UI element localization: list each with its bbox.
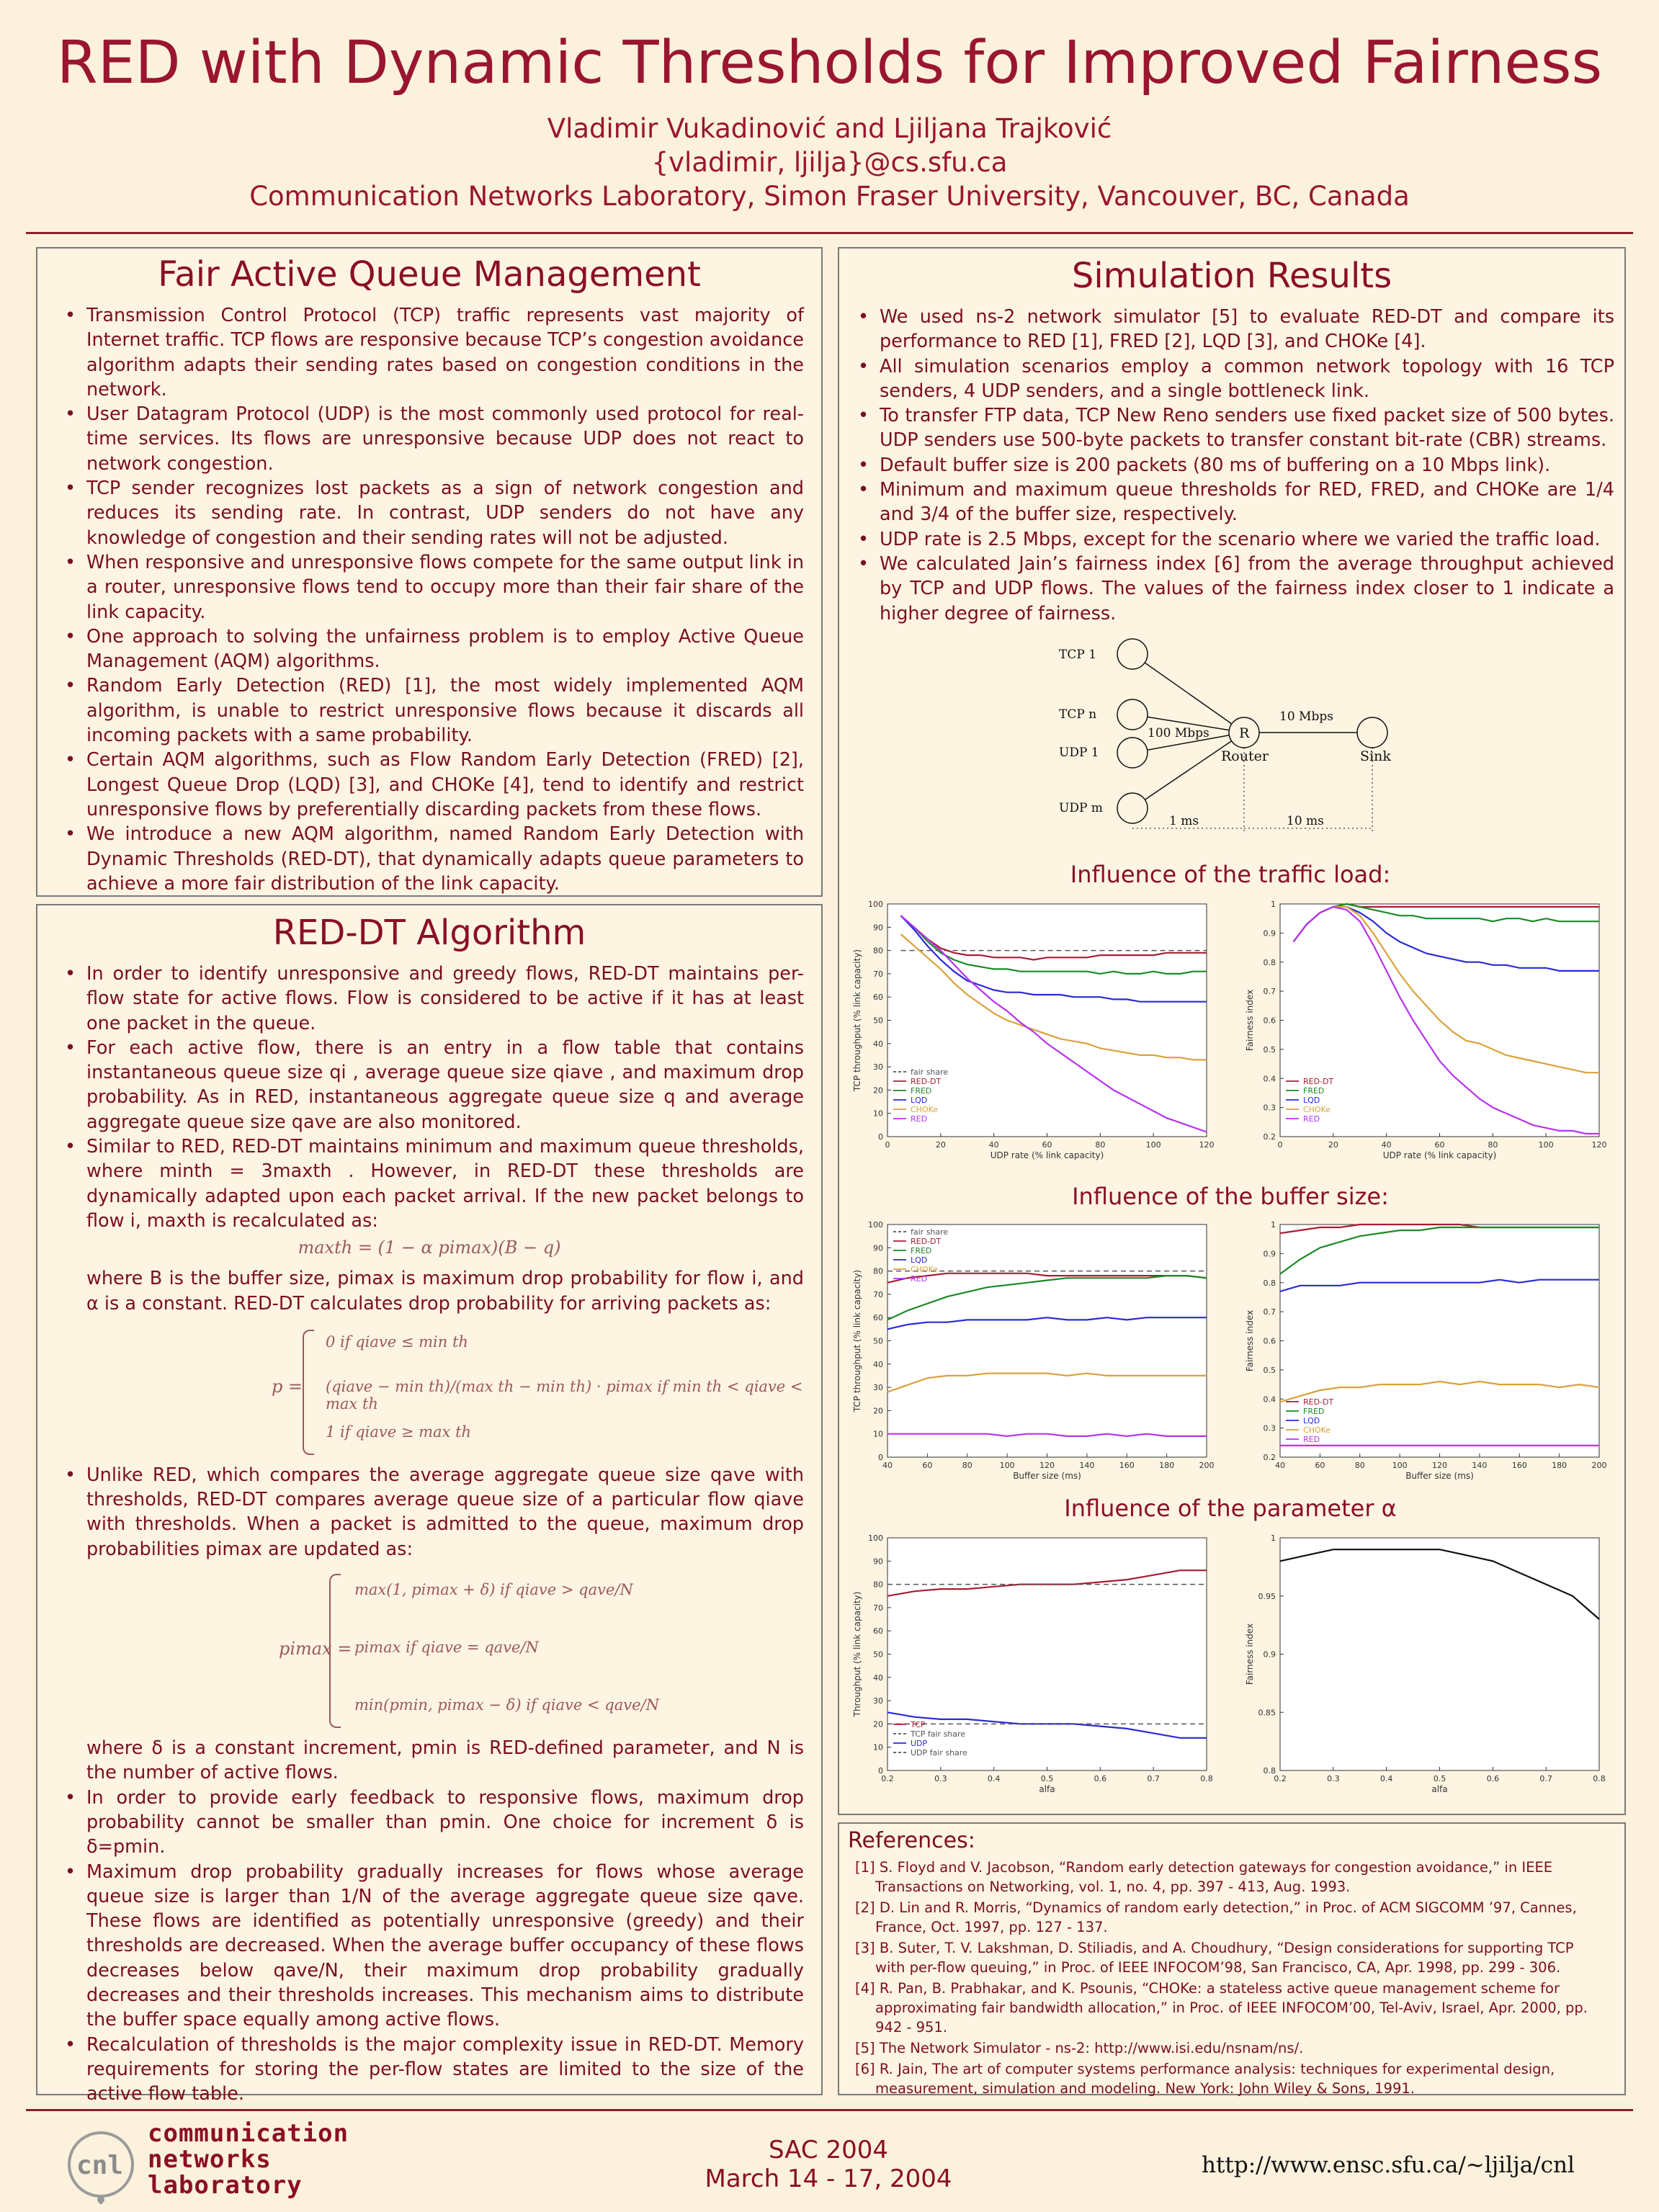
- reference-item: [4] R. Pan, B. Prabhakar, and K. Psounis, “CHOKe: a stateless active queue management scheme for approximating fair bandwidth allocation,” in Proc. of IEEE INFOCOM’00, Tel-Aviv, Israel, Apr. 2000, pp. 942 - 951.: [855, 1980, 1588, 2036]
- plot-area: [887, 1224, 1207, 1457]
- label-router-letter: R: [1239, 725, 1250, 741]
- reference-item: [5] The Network Simulator - ns-2: http://www.isi.edu/nsnam/ns/.: [855, 2040, 1304, 2056]
- y-tick-label: 50: [873, 1336, 883, 1346]
- y-tick-label: 20: [873, 1406, 883, 1416]
- red-dt-list-2: [59, 1463, 804, 1562]
- list-item: • To transfer FTP data, TCP New Reno senders use fixed packet size of 500 bytes. UDP senders use 500-byte packets to transfer constant bit-rate (CBR) streams.: [852, 403, 1614, 453]
- x-tick-label: 80: [1488, 1140, 1498, 1150]
- y-tick-label: 40: [873, 1039, 883, 1049]
- legend-label: LQD: [1303, 1416, 1320, 1425]
- y-tick-label: 0: [878, 1766, 883, 1776]
- logo-line: laboratory: [148, 2171, 303, 2200]
- label-delay-bottleneck: 10 ms: [1287, 814, 1324, 828]
- list-item: • We used ns-2 network simulator [5] to evaluate RED-DT and compare its performance to RED [1], FRED [2], LQD [3], and CHOKe [4].: [852, 305, 1614, 354]
- y-tick-label: 10: [873, 1109, 883, 1119]
- y-tick-label: 0.2: [1263, 1453, 1276, 1462]
- y-tick-label: 80: [873, 946, 883, 956]
- list-item: • For each active flow, there is an entry in a flow table that contains instantaneous queue size qi , average queue size qiave , and maximum drop probability. As in RED, instantaneous aggregate queue size q and average aggregate queue size qave are also monitored.: [59, 1036, 804, 1134]
- x-tick-label: 100: [999, 1461, 1015, 1470]
- x-tick-label: 20: [935, 1140, 946, 1150]
- x-tick-label: 0.7: [1147, 1774, 1160, 1783]
- equation-lhs: pimax =: [279, 1639, 352, 1660]
- legend-label: LQD: [911, 1255, 928, 1265]
- simulation-list: [852, 305, 1614, 626]
- y-tick-label: 100: [868, 1220, 883, 1230]
- y-tick-label: 40: [873, 1359, 883, 1369]
- x-tick-label: 60: [1434, 1140, 1445, 1150]
- heading-parameter-alpha: Influence of the parameter α: [1064, 1495, 1397, 1522]
- chart-buffer-fairness: [1235, 1214, 1610, 1487]
- y-axis-label: Fairness index: [1245, 989, 1255, 1052]
- y-tick-label: 0.6: [1263, 1336, 1276, 1346]
- x-tick-label: 60: [922, 1461, 933, 1470]
- y-tick-label: 60: [873, 1313, 883, 1323]
- x-tick-label: 100: [1392, 1461, 1408, 1470]
- list-item: • Transmission Control Protocol (TCP) traffic represents vast majority of Internet traffic. TCP flows are responsive because TCP’s congestion avoidance algorithm adapts their sending rates based on congestion conditions in the network.: [59, 303, 804, 402]
- x-tick-label: 60: [1315, 1461, 1325, 1470]
- y-tick-label: 60: [873, 1626, 883, 1636]
- list-item: • We calculated Jain’s fairness index [6] from the average throughput achieved by TCP and UDP flows. The values of the fairness index closer to 1 indicate a higher degree of fairness.: [852, 552, 1614, 626]
- red-dt-list-3: [59, 1786, 804, 2107]
- logo-line: networks: [148, 2145, 272, 2174]
- legend-label: CHOKe: [911, 1265, 939, 1274]
- label-router: Router: [1221, 748, 1269, 764]
- conference-name: SAC 2004: [769, 2136, 888, 2164]
- heading-traffic-load: Influence of the traffic load:: [1070, 861, 1391, 888]
- header-divider: [26, 232, 1633, 234]
- reference-item: [3] B. Suter, T. V. Lakshman, D. Stiliadis, and A. Choudhury, “Design considerations for supporting TCP with per-flow queuing,” in Proc. of IEEE INFOCOM’98, San Francisco, CA, Apr. 1998, pp. 299 - 306.: [855, 1940, 1574, 1976]
- x-tick-label: 120: [1432, 1461, 1447, 1470]
- x-tick-label: 200: [1199, 1461, 1215, 1470]
- plot-area: [1280, 1224, 1599, 1457]
- paragraph-delta: where δ is a constant increment, pmin is RED-defined parameter, and N is the number of active flows.: [86, 1737, 804, 1784]
- x-tick-label: 0.3: [1327, 1774, 1340, 1783]
- list-item: • TCP sender recognizes lost packets as a sign of network congestion and reduces its sending rate. In contrast, UDP senders do not have any knowledge of congestion and their sending rates will not be adjusted.: [59, 476, 804, 550]
- x-tick-label: 20: [1328, 1140, 1338, 1150]
- label-tcp1: TCP 1: [1059, 648, 1097, 662]
- equation-brace: [303, 1330, 314, 1455]
- legend-label: fair share: [911, 1227, 949, 1237]
- paragraph-buffer-size: where B is the buffer size, pimax is maximum drop probability for flow i, and α is a constant. RED-DT calculates drop probability for arriving packets as:: [86, 1268, 804, 1315]
- x-tick-label: 40: [1381, 1140, 1392, 1150]
- conference-dates: March 14 - 17, 2004: [705, 2164, 952, 2193]
- y-tick-label: 0: [878, 1132, 883, 1142]
- x-tick-label: 0.8: [1200, 1774, 1213, 1783]
- y-tick-label: 1: [1271, 900, 1276, 909]
- list-item: • Recalculation of thresholds is the major complexity issue in RED-DT. Memory requirements for storing the per-flow states are limited to the size of the active flow table.: [59, 2033, 804, 2107]
- list-item: • All simulation scenarios employ a common network topology with 16 TCP senders, 4 UDP senders, and a single bottleneck link.: [852, 354, 1614, 404]
- x-tick-label: 80: [1095, 1140, 1106, 1150]
- x-tick-label: 0.2: [1274, 1774, 1287, 1783]
- x-tick-label: 0: [1277, 1140, 1283, 1150]
- y-tick-label: 0.4: [1263, 1074, 1276, 1084]
- equation-drop-probability: [37, 1326, 821, 1456]
- y-tick-label: 0.9: [1263, 1649, 1276, 1660]
- x-tick-label: 0.3: [934, 1774, 947, 1783]
- fair-aqm-list: [59, 303, 804, 896]
- y-tick-label: 0.3: [1263, 1423, 1276, 1433]
- y-tick-label: 50: [873, 1016, 883, 1026]
- x-tick-label: 80: [962, 1461, 972, 1470]
- list-item: • Maximum drop probability gradually increases for flows whose average queue size is larger than 1/N of the average aggregate queue size qave. These flows are identified as potentially unresponsive (greedy) and their thresholds are decreased. When the average buffer occupancy of these flows decreases below qave/N, their maximum drop probability gradually decreases and their thresholds increases. This mechanism aims to distribute the buffer space equally among active flows.: [59, 1860, 804, 2033]
- list-item: • In order to identify unresponsive and greedy flows, RED-DT maintains per-flow state for active flows. Flow is considered to be active if it has at least one packet in the queue.: [59, 962, 804, 1036]
- x-axis-label: alfa: [1039, 1784, 1055, 1794]
- chart-load-fairness: [1235, 893, 1610, 1167]
- network-topology-diagram: [1059, 634, 1419, 836]
- y-tick-label: 0.8: [1263, 1766, 1276, 1776]
- x-tick-label: 180: [1552, 1461, 1568, 1470]
- y-tick-label: 0.8: [1263, 1278, 1276, 1288]
- list-item: • Random Early Detection (RED) [1], the most widely implemented AQM algorithm, is unable to restrict unresponsive flows because it discards all incoming packets with a same probability.: [59, 673, 804, 748]
- node-sink: [1357, 717, 1387, 748]
- list-item: • We introduce a new AQM algorithm, named Random Early Detection with Dynamic Thresholds (RED-DT), that dynamically adapts queue parameters to achieve a more fair distribution of the link capacity.: [59, 822, 804, 896]
- list-item: • Certain AQM algorithms, such as Flow Random Early Detection (FRED) [2], Longest Queue Drop (LQD) [3], and CHOKe [4], tend to identify and restrict unresponsive flows by preferentially discarding packets from these flows.: [59, 748, 804, 822]
- x-tick-label: 0.2: [881, 1774, 894, 1783]
- reference-item: [2] D. Lin and R. Morris, “Dynamics of random early detection,” in Proc. of ACM SIGCOMM ’97, Cannes, France, Oct. 1997, pp. 127 - 137.: [855, 1899, 1577, 1935]
- poster-authors: [0, 112, 1659, 213]
- x-tick-label: 160: [1511, 1461, 1527, 1470]
- label-tcpn: TCP n: [1059, 707, 1097, 722]
- node-tcpn: [1117, 699, 1148, 730]
- x-tick-label: 120: [1039, 1461, 1055, 1470]
- plot-area: [1280, 1538, 1599, 1770]
- y-tick-label: 80: [873, 1266, 883, 1276]
- node-udp1: [1117, 738, 1148, 768]
- x-tick-label: 140: [1079, 1461, 1095, 1470]
- y-tick-label: 20: [873, 1085, 883, 1096]
- reference-item: [6] R. Jain, The art of computer systems performance analysis: techniques for experimental design, measurement, simulation and modeling. New York: John Wiley & Sons, 1991.: [855, 2061, 1555, 2097]
- equation-row: min(pmin, pimax − δ) if qiave < qave/N: [354, 1696, 659, 1714]
- label-bw-bottleneck: 10 Mbps: [1279, 709, 1333, 724]
- y-tick-label: 1: [1271, 1533, 1276, 1543]
- equation-max-threshold: maxth = (1 − α pimax)(B − q): [298, 1237, 561, 1258]
- x-axis-label: UDP rate (% link capacity): [990, 1150, 1104, 1160]
- y-tick-label: 0.5: [1263, 1365, 1276, 1375]
- cnl-logo-mark: cnl: [76, 2151, 124, 2180]
- red-dt-panel: [36, 904, 823, 2105]
- y-tick-label: 90: [873, 1557, 883, 1567]
- x-tick-label: 100: [1145, 1140, 1161, 1150]
- list-item: • In order to provide early feedback to responsive flows, maximum drop probability cannot be smaller than pmin. One choice for increment δ is δ=pmin.: [59, 1786, 804, 1860]
- label-sink: Sink: [1360, 748, 1391, 764]
- y-axis-label: Fairness index: [1245, 1309, 1255, 1372]
- x-tick-label: 0.5: [1433, 1774, 1446, 1783]
- y-tick-label: 30: [873, 1383, 883, 1393]
- y-tick-label: 80: [873, 1580, 883, 1590]
- list-item: • Default buffer size is 200 packets (80 ms of buffering on a 10 Mbps link).: [852, 453, 1614, 478]
- y-tick-label: 20: [873, 1719, 883, 1729]
- equation-lhs: p =: [272, 1376, 303, 1397]
- y-axis-label: Throughput (% link capacity): [852, 1591, 862, 1717]
- red-dt-list-1: [59, 962, 804, 1233]
- legend-label: TCP fair share: [911, 1729, 966, 1739]
- x-tick-label: 0.4: [987, 1774, 1001, 1783]
- logo-line: communication: [148, 2119, 349, 2148]
- legend-label: RED: [911, 1114, 928, 1124]
- label-delay-access: 1 ms: [1169, 814, 1199, 828]
- y-tick-label: 10: [873, 1742, 883, 1752]
- legend-label: FRED: [1303, 1407, 1325, 1416]
- references-list: [855, 1858, 1606, 2098]
- chart-load-tcp-throughput: [843, 893, 1217, 1167]
- lab-url-link[interactable]: http://www.ensc.sfu.ca/~ljilja/cnl: [1202, 2152, 1575, 2178]
- y-tick-label: 0.2: [1263, 1132, 1276, 1142]
- legend-label: RED: [1303, 1114, 1320, 1124]
- chart-buffer-tcp-throughput: [843, 1214, 1217, 1487]
- plot-area: [887, 904, 1207, 1137]
- x-axis-label: UDP rate (% link capacity): [1382, 1150, 1497, 1160]
- y-tick-label: 0.6: [1263, 1016, 1276, 1026]
- link-tcp1: [1132, 654, 1244, 733]
- y-tick-label: 0.9: [1263, 1249, 1276, 1259]
- legend-label: CHOKe: [1303, 1425, 1331, 1435]
- fair-aqm-panel: [36, 247, 823, 897]
- legend-label: RED-DT: [911, 1237, 942, 1246]
- list-item: • Minimum and maximum queue thresholds for RED, FRED, and CHOKe are 1/4 and 3/4 of the buffer size, respectively.: [852, 478, 1614, 527]
- x-tick-label: 100: [1538, 1140, 1554, 1150]
- footer-divider: [26, 2109, 1633, 2111]
- x-tick-label: 0.8: [1593, 1774, 1606, 1783]
- x-tick-label: 0: [885, 1140, 890, 1150]
- y-tick-label: 60: [873, 993, 883, 1003]
- legend-label: RED-DT: [1303, 1077, 1334, 1086]
- x-tick-label: 120: [1199, 1140, 1215, 1150]
- list-item: • User Datagram Protocol (UDP) is the most commonly used protocol for real-time services. Its flows are unresponsive because UDP does not react to network congestion.: [59, 402, 804, 476]
- legend-label: FRED: [1303, 1086, 1325, 1096]
- red-dt-title: RED-DT Algorithm: [272, 913, 586, 953]
- legend-label: FRED: [911, 1086, 932, 1096]
- y-tick-label: 0.9: [1263, 928, 1276, 939]
- cnl-logo-text: [148, 2121, 349, 2198]
- references-title: References:: [848, 1828, 975, 1853]
- y-tick-label: 100: [868, 1533, 883, 1543]
- y-axis-label: TCP throughput (% link capacity): [852, 1269, 862, 1412]
- y-tick-label: 0.8: [1263, 957, 1276, 967]
- legend-label: CHOKe: [911, 1105, 939, 1114]
- y-tick-label: 0: [878, 1453, 883, 1462]
- legend-label: UDP fair share: [911, 1748, 967, 1757]
- equation-row: max(1, pimax + δ) if qiave > qave/N: [354, 1581, 633, 1599]
- y-tick-label: 30: [873, 1696, 883, 1706]
- y-tick-label: 40: [873, 1673, 883, 1683]
- author-email: {vladimir, ljilja}@cs.sfu.ca: [651, 147, 1008, 178]
- author-names: Vladimir Vukadinović and Ljiljana Trajković: [547, 113, 1112, 144]
- list-item: • When responsive and unresponsive flows compete for the same output link in a router, unresponsive flows tend to occupy more than their fair share of the link capacity.: [59, 550, 804, 624]
- x-tick-label: 0.6: [1486, 1774, 1500, 1783]
- legend-label: fair share: [911, 1067, 949, 1077]
- x-tick-label: 0.6: [1094, 1774, 1107, 1783]
- x-tick-label: 40: [988, 1140, 999, 1150]
- legend-label: RED: [911, 1274, 928, 1284]
- legend-label: LQD: [1303, 1096, 1320, 1105]
- equation-row: 0 if qiave ≤ min th: [326, 1333, 468, 1351]
- author-affiliation: Communication Networks Laboratory, Simon Fraser University, Vancouver, BC, Canada: [249, 181, 1410, 212]
- x-tick-label: 0.7: [1539, 1774, 1552, 1783]
- y-tick-label: 0.5: [1263, 1044, 1276, 1054]
- poster-title: RED with Dynamic Thresholds for Improved Fairness: [56, 29, 1603, 97]
- y-tick-label: 0.4: [1263, 1394, 1276, 1405]
- heading-buffer-size: Influence of the buffer size:: [1072, 1183, 1389, 1210]
- label-udpm: UDP m: [1059, 801, 1103, 815]
- y-tick-label: 90: [873, 923, 883, 933]
- x-tick-label: 60: [1042, 1140, 1052, 1150]
- x-tick-label: 40: [1275, 1461, 1285, 1470]
- y-tick-label: 0.7: [1263, 987, 1276, 997]
- cnl-logo-icon: [56, 2125, 157, 2204]
- link-udpm: [1132, 733, 1244, 808]
- list-item: • One approach to solving the unfairness problem is to employ Active Queue Management (AQM) algorithms.: [59, 624, 804, 674]
- y-tick-label: 1: [1271, 1220, 1276, 1230]
- legend-label: FRED: [911, 1246, 932, 1255]
- legend-label: CHOKe: [1303, 1105, 1331, 1114]
- y-tick-label: 0.95: [1258, 1591, 1276, 1601]
- y-tick-label: 0.3: [1263, 1103, 1276, 1113]
- legend-label: RED-DT: [911, 1077, 942, 1086]
- list-item: • Similar to RED, RED-DT maintains minimum and maximum queue thresholds, where minth = 3maxth . However, in RED-DT these thresholds are dynamically adapted upon each packet arrival. If the new packet belongs to flow i, maxth is recalculated as:: [59, 1134, 804, 1233]
- references-panel: [838, 1822, 1626, 2095]
- equation-brace: [329, 1574, 341, 1728]
- legend-label: RED: [1303, 1435, 1320, 1444]
- label-bw-access: 100 Mbps: [1148, 726, 1209, 740]
- list-item: • Unlike RED, which compares the average aggregate queue size qave with thresholds, RED-DT compares average queue size of a particular flow qiave with thresholds. When a packet is admitted to the queue, maximum drop probabilities pimax are updated as:: [59, 1463, 804, 1562]
- legend-label: RED-DT: [1303, 1397, 1334, 1407]
- x-tick-label: 180: [1159, 1461, 1175, 1470]
- y-tick-label: 70: [873, 1603, 883, 1613]
- x-axis-label: Buffer size (ms): [1013, 1471, 1081, 1481]
- y-tick-label: 90: [873, 1243, 883, 1253]
- x-tick-label: 140: [1472, 1461, 1488, 1470]
- list-item: • UDP rate is 2.5 Mbps, except for the scenario where we varied the traffic load.: [852, 527, 1614, 552]
- x-tick-label: 0.4: [1379, 1774, 1393, 1783]
- y-tick-label: 100: [868, 900, 883, 909]
- legend-label: UDP: [911, 1739, 928, 1748]
- chart-alpha-fairness: [1235, 1527, 1610, 1801]
- x-tick-label: 160: [1119, 1461, 1135, 1470]
- x-tick-label: 200: [1591, 1461, 1607, 1470]
- fair-aqm-title: Fair Active Queue Management: [158, 254, 701, 295]
- x-tick-label: 80: [1354, 1461, 1365, 1470]
- y-axis-label: TCP throughput (% link capacity): [852, 949, 862, 1092]
- reference-item: [1] S. Floyd and V. Jacobson, “Random early detection gateways for congestion avoidance,” in IEEE Transactions on Networking, vol. 1, no. 4, pp. 397 - 413, Aug. 1993.: [855, 1859, 1553, 1895]
- legend-label: TCP: [911, 1720, 926, 1729]
- y-tick-label: 70: [873, 969, 883, 979]
- y-tick-label: 50: [873, 1649, 883, 1660]
- x-tick-label: 120: [1591, 1140, 1607, 1150]
- equation-row: pimax if qiave = qave/N: [354, 1639, 539, 1657]
- equation-row: 1 if qiave ≥ max th: [326, 1423, 472, 1441]
- x-axis-label: Buffer size (ms): [1405, 1471, 1474, 1481]
- node-tcp1: [1117, 639, 1148, 669]
- y-tick-label: 30: [873, 1062, 883, 1073]
- node-udpm: [1117, 793, 1148, 823]
- y-tick-label: 10: [873, 1429, 883, 1439]
- y-tick-label: 0.7: [1263, 1307, 1276, 1317]
- label-udp1: UDP 1: [1059, 745, 1099, 760]
- x-axis-label: alfa: [1431, 1784, 1448, 1794]
- y-tick-label: 70: [873, 1289, 883, 1299]
- simulation-title: Simulation Results: [1071, 256, 1392, 296]
- x-tick-label: 40: [882, 1461, 893, 1470]
- y-tick-label: 0.85: [1258, 1708, 1276, 1718]
- equation-row: (qiave − min th)/(max th − min th) · pimax if min th < qiave < max th: [326, 1377, 803, 1412]
- equation-max-drop-update: [37, 1570, 821, 1729]
- legend-label: LQD: [911, 1096, 928, 1105]
- chart-alpha-throughput: [843, 1527, 1217, 1801]
- y-axis-label: Fairness index: [1245, 1623, 1255, 1685]
- x-tick-label: 0.5: [1040, 1774, 1054, 1783]
